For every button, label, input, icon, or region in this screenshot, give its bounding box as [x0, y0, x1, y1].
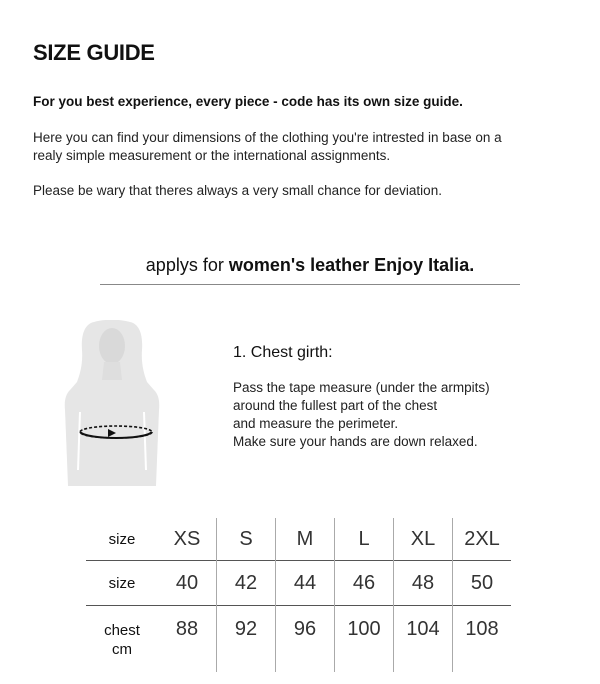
table-cell: 2XL	[453, 518, 512, 561]
table-cell: 100	[335, 606, 394, 673]
table-cell: 48	[394, 561, 453, 606]
table-row	[86, 518, 511, 561]
size-table	[86, 518, 511, 672]
table-row	[86, 561, 511, 606]
table-cell: 92	[217, 606, 276, 673]
applies-product: women's leather Enjoy Italia.	[228, 255, 475, 275]
face-shape	[99, 328, 125, 364]
table-cell: XL	[394, 518, 453, 561]
table-row	[86, 606, 511, 673]
table-cell: 108	[453, 606, 512, 673]
chest-instruction-line: Make sure your hands are down relaxed.	[233, 434, 478, 449]
table-cell: 44	[276, 561, 335, 606]
row-header	[86, 606, 158, 673]
applies-divider	[100, 284, 520, 285]
row-header-line-1: chest	[104, 622, 140, 639]
table-cell: 96	[276, 606, 335, 673]
table-cell: L	[335, 518, 394, 561]
lead-text: For you best experience, every piece - code has its own size guide.	[33, 94, 463, 109]
page-title: SIZE GUIDE	[33, 40, 155, 65]
intro-line-1: Here you can find your dimensions of the clothing you're intrested in base on a	[33, 130, 502, 145]
table-cell: 50	[453, 561, 512, 606]
intro-paragraph	[33, 129, 573, 165]
applies-heading	[100, 255, 520, 276]
intro-line-2: realy simple measurement or the international assignments.	[33, 148, 391, 163]
row-header: size	[86, 561, 158, 606]
chest-instruction-line: and measure the perimeter.	[233, 416, 399, 431]
table-cell: 40	[158, 561, 217, 606]
table-cell: S	[217, 518, 276, 561]
row-header-line-2: cm	[112, 641, 132, 658]
chest-girth-title: 1. Chest girth:	[233, 344, 333, 361]
table-cell: 88	[158, 606, 217, 673]
table-cell: 104	[394, 606, 453, 673]
table-cell: M	[276, 518, 335, 561]
row-header: size	[108, 530, 136, 548]
neck-shape	[102, 362, 122, 380]
applies-prefix: applys for	[145, 255, 229, 275]
table-cell: 46	[335, 561, 394, 606]
female-torso-measure-icon	[64, 320, 160, 488]
deviation-note: Please be wary that theres always a very small chance for deviation.	[33, 183, 442, 198]
table-cell: 42	[217, 561, 276, 606]
chest-instruction-line: around the fullest part of the chest	[233, 398, 438, 413]
table-cell: XS	[173, 527, 201, 550]
chest-instruction-line: Pass the tape measure (under the armpits)	[233, 380, 490, 395]
